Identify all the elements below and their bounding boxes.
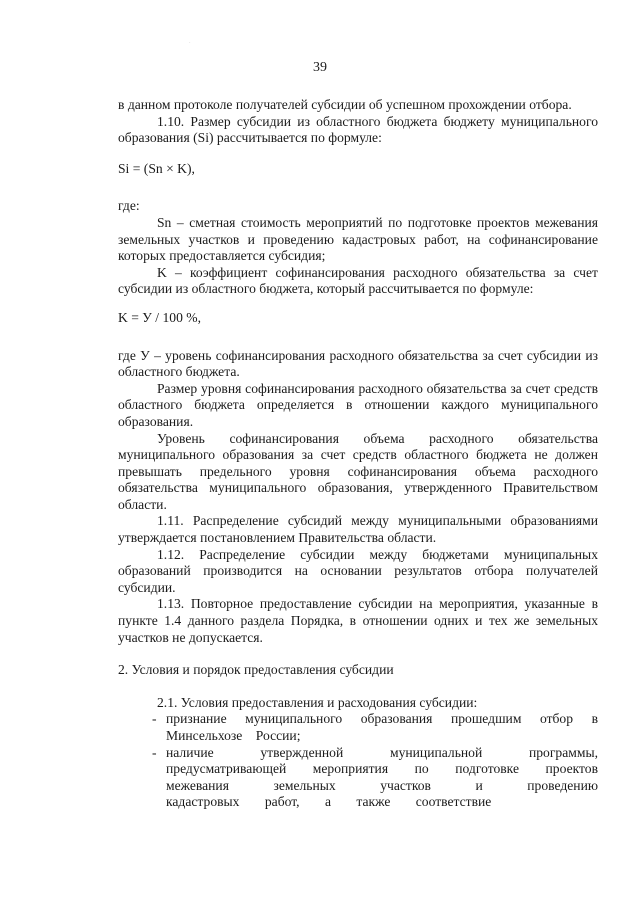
- formula-si: Si = (Sn × K),: [118, 160, 195, 176]
- paragraph: в данном протоколе получателей субсидии об успешном прохождении отбора.: [118, 97, 572, 112]
- list-item-text: признание муниципального образования прошедшим отбор в Минсельхозе России;: [166, 711, 598, 743]
- section-heading: 2. Условия и порядок предоставления субсидии: [118, 662, 394, 678]
- page-body: [118, 97, 598, 811]
- paragraph-1-13: 1.13. Повторное предоставление субсидии на мероприятия, указанные в пункте 1.4 данного раздела Порядка, в отношении одних и тех же земельных участков не допускается.: [118, 596, 598, 645]
- bullet-dash: -: [152, 744, 157, 760]
- definition-sn: Sn – сметная стоимость мероприятий по подготовке проектов межевания земельных участков и проведению кадастровых работ, на софинансирование которых предоставляется субсидия;: [118, 214, 598, 264]
- list-item: [118, 745, 598, 811]
- bullet-dash: -: [152, 711, 157, 727]
- formula-k: K = У / 100 %,: [118, 309, 201, 325]
- paragraph-where: где:: [118, 198, 140, 214]
- definition-u: где У – уровень софинансирования расходного обязательства за счет субсидии из областного бюджета.: [118, 347, 598, 380]
- paragraph-1-10: 1.10. Размер субсидии из областного бюджета бюджету муниципального образования (Si) рассчитывается по формуле:: [118, 113, 598, 146]
- paragraph-1-11: 1.11. Распределение субсидий между муниципальными образованиями утверждается постановлением Правительства области.: [118, 513, 598, 546]
- paragraph-1-12: 1.12. Распределение субсидии между бюджетами муниципальных образований производится на основании результатов отбора получателей субсидии.: [118, 546, 598, 595]
- list-item-text: наличие утвержденной муниципальной программы, предусматривающей мероприятия по подготовке проектов межевания земельных участков и проведению кадастровых работ, а также соответствие: [166, 744, 598, 810]
- paragraph-2-1: 2.1. Условия предоставления и расходования субсидии:: [157, 694, 478, 710]
- paragraph: Размер уровня софинансирования расходного обязательства за счет средств областного бюджета определяется в отношении каждого муниципального образования.: [118, 380, 598, 429]
- page-number: 39: [313, 60, 327, 75]
- scan-mark: ·: [189, 41, 191, 46]
- definition-k: K – коэффициент софинансирования расходного обязательства за счет субсидии из областного бюджета, который рассчитывается по формуле:: [118, 264, 598, 297]
- list-item: [118, 711, 598, 744]
- paragraph: Уровень софинансирования объема расходного обязательства муниципального образования за счет средств областного бюджета не должен превышать предельного уровня софинансирования объема расходного обязательства муниципального образования, утвержденного Правительством области.: [118, 430, 598, 512]
